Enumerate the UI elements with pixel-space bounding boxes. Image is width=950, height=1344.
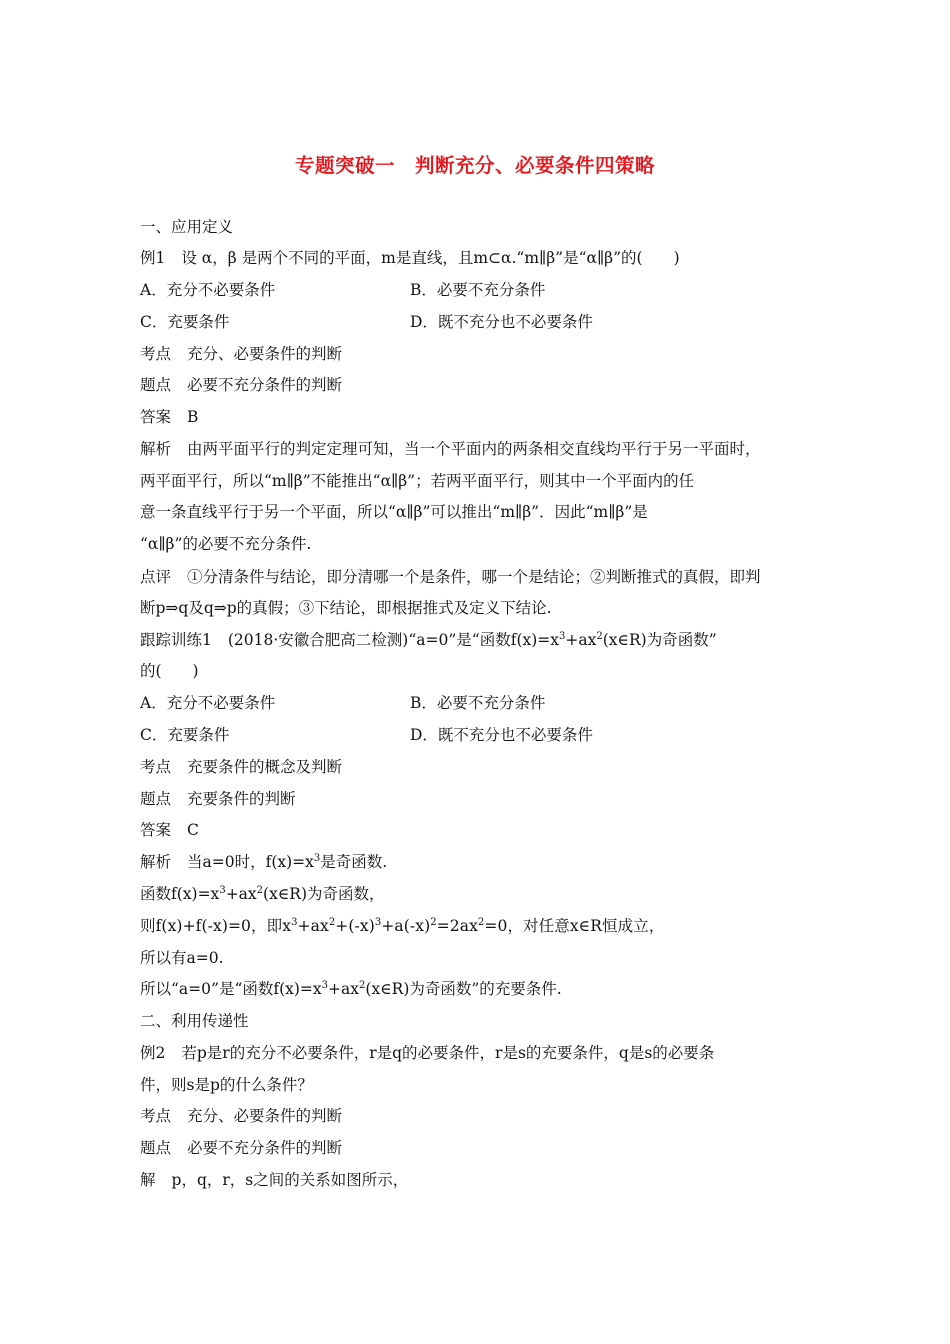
analysis-text-e: =2ax: [436, 917, 478, 935]
option-b: B．必要不充分条件: [410, 694, 546, 712]
solution-label: 解: [140, 1171, 156, 1189]
answer-label: 答案: [140, 408, 172, 426]
example-1-tidian: [140, 374, 342, 396]
page-title: 专题突破一 判断充分、必要条件四策略: [294, 154, 655, 177]
training-1-stem-line-1: [140, 629, 717, 651]
tidian-label: 题点: [140, 1139, 172, 1157]
superscript: 2: [359, 980, 366, 991]
kaodian-label: 考点: [140, 1107, 172, 1125]
superscript: 2: [477, 917, 485, 928]
option-d: D．既不充分也不必要条件: [410, 726, 593, 744]
analysis-text-b: 是奇函数.: [320, 853, 388, 871]
superscript: 3: [321, 980, 329, 991]
tidian-label: 题点: [140, 376, 172, 394]
section-heading-1: 一、应用定义: [140, 218, 234, 236]
tidian-text: 必要不充分条件的判断: [187, 376, 343, 394]
analysis-text-c: +(-x): [335, 917, 375, 935]
solution-text: p，q，r，s之间的关系如图所示，: [171, 1171, 409, 1189]
training-1-text-c: (x∈R)为奇函数”: [602, 631, 717, 649]
analysis-text-b: +ax: [225, 885, 257, 903]
training-1-answer: [140, 819, 199, 841]
kaodian-text: 充要条件的概念及判断: [187, 758, 343, 776]
superscript: 3: [313, 853, 321, 864]
tidian-text: 充要条件的判断: [187, 790, 296, 808]
example-1-analysis-line-1: [140, 438, 761, 460]
example-1-analysis-line-4: “α∥β”的必要不充分条件.: [140, 535, 312, 553]
example-1-answer: [140, 406, 198, 428]
analysis-text-c: (x∈R)为奇函数，: [263, 885, 385, 903]
superscript: 3: [291, 917, 298, 928]
training-1-analysis-line-3: [140, 915, 664, 937]
example-1-comment-line-1: [140, 566, 761, 588]
training-1-text-b: +ax: [565, 631, 597, 649]
answer-text: B: [187, 408, 199, 426]
example-1-analysis-line-3: 意一条直线平行于另一个平面，所以“α∥β”可以推出“m∥β”．因此“m∥β”是: [140, 503, 648, 521]
option-d: D．既不充分也不必要条件: [410, 313, 593, 331]
superscript: 3: [374, 917, 382, 928]
training-1-analysis-line-2: [140, 883, 385, 905]
answer-text: C: [187, 821, 199, 839]
option-a: A．充分不必要条件: [140, 694, 276, 712]
training-1-kaodian: [140, 756, 342, 778]
training-1-analysis-line-4: 所以有a=0.: [140, 949, 224, 967]
analysis-text-f: =0，对任意x∈R恒成立，: [484, 917, 665, 935]
example-1-options-row-1: [140, 279, 546, 301]
superscript: 2: [328, 917, 336, 928]
example-2-text: 若p是r的充分不必要条件，r是q的必要条件，r是s的充要条件，q是s的必要条: [181, 1044, 715, 1062]
comment-label: 点评: [140, 568, 172, 586]
example-1-analysis-line-2: 两平面平行，所以“m∥β”不能推出“α∥β”；若两平面平行，则其中一个平面内的任: [140, 472, 695, 490]
example-2-tidian: [140, 1137, 342, 1159]
tidian-label: 题点: [140, 790, 172, 808]
option-b: B．必要不充分条件: [410, 281, 546, 299]
kaodian-label: 考点: [140, 758, 172, 776]
kaodian-text: 充分、必要条件的判断: [187, 1107, 343, 1125]
example-2-label: 例2: [140, 1044, 166, 1062]
training-1-label: 跟踪训练1: [140, 631, 212, 649]
kaodian-text: 充分、必要条件的判断: [187, 345, 343, 363]
section-heading-2: 二、利用传递性: [140, 1012, 249, 1030]
analysis-text-a: 当a=0时，f(x)=x: [187, 853, 314, 871]
comment-text: ①分清条件与结论，即分清哪一个是条件，哪一个是结论；②判断推式的真假，即判: [187, 568, 761, 586]
analysis-text-b: +ax: [297, 917, 329, 935]
analysis-text: 由两平面平行的判定定理可知，当一个平面内的两条相交直线均平行于另一平面时，: [187, 440, 761, 458]
training-1-tidian: [140, 788, 296, 810]
training-1-analysis-line-5: [140, 978, 562, 1000]
training-1-options-row-2: [140, 724, 593, 746]
analysis-text-a: 所以“a=0”是“函数f(x)=x: [140, 980, 322, 998]
superscript: 3: [219, 885, 226, 896]
example-2-stem-line-1: [140, 1042, 714, 1064]
analysis-text-a: 函数f(x)=x: [140, 885, 220, 903]
example-1-options-row-2: [140, 311, 593, 333]
analysis-text-a: 则f(x)+f(-x)=0，即x: [140, 917, 292, 935]
superscript: 2: [596, 631, 603, 642]
example-1-comment-line-2: 断p⇒q及q⇒p的真假；③下结论，即根据推式及定义下结论.: [140, 599, 552, 617]
analysis-label: 解析: [140, 853, 172, 871]
analysis-label: 解析: [140, 440, 172, 458]
analysis-text-c: (x∈R)为奇函数”的充要条件.: [365, 980, 562, 998]
example-1-text: 设 α，β 是两个不同的平面，m是直线，且m⊂α.“m∥β”是“α∥β”的( ): [181, 249, 680, 267]
example-2-kaodian: [140, 1105, 342, 1127]
analysis-text-d: +a(-x): [381, 917, 431, 935]
example-1-stem: [140, 247, 680, 269]
tidian-text: 必要不充分条件的判断: [187, 1139, 343, 1157]
training-1-options-row-1: [140, 692, 546, 714]
example-1-label: 例1: [140, 249, 166, 267]
superscript: 2: [256, 885, 264, 896]
superscript: 3: [559, 631, 566, 642]
option-a: A．充分不必要条件: [140, 281, 276, 299]
training-1-stem-line-2: 的( ): [140, 662, 199, 680]
superscript: 2: [430, 917, 437, 928]
example-2-solution: [140, 1169, 408, 1191]
training-1-text-a: (2018·安徽合肥高二检测)“a=0”是“函数f(x)=x: [227, 631, 560, 649]
option-c: C．充要条件: [140, 313, 230, 331]
example-1-kaodian: [140, 343, 342, 365]
example-2-stem-line-2: 件，则s是p的什么条件？: [140, 1076, 313, 1094]
training-1-analysis-line-1: [140, 851, 387, 873]
option-c: C．充要条件: [140, 726, 230, 744]
kaodian-label: 考点: [140, 345, 172, 363]
answer-label: 答案: [140, 821, 172, 839]
analysis-text-b: +ax: [328, 980, 360, 998]
